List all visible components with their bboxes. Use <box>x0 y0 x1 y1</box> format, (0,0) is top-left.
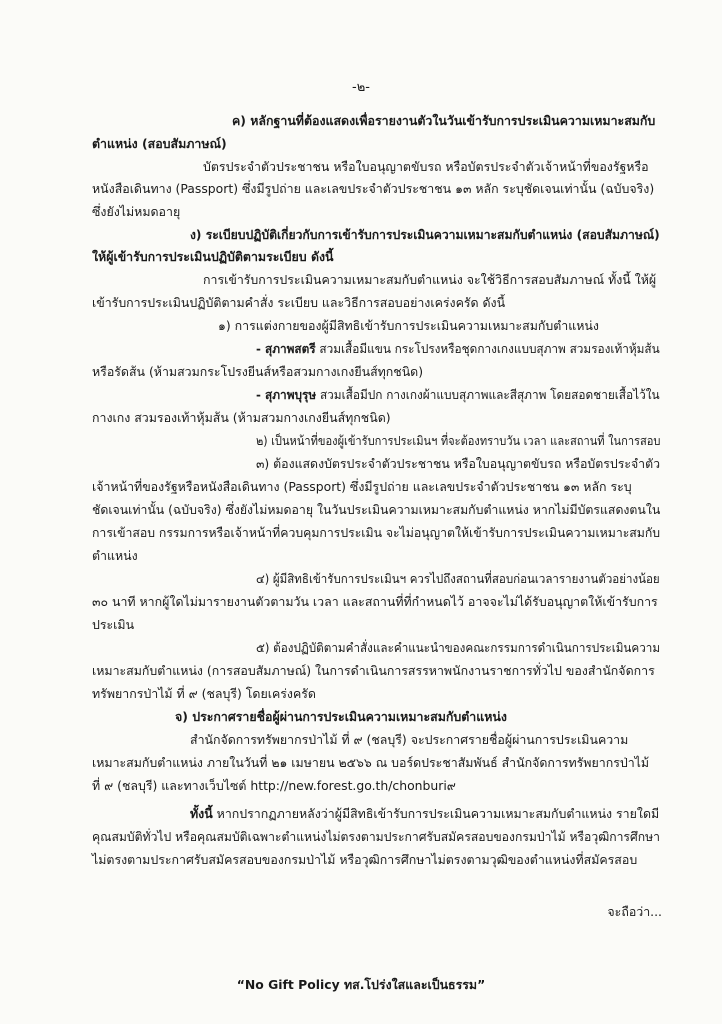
section-d-heading-line1: ง) ระเบียบปฏิบัติเกี่ยวกับการเข้ารับการประเมินความเหมาะสมกับตำแหน่ง (สอบสัมภาษณ์) <box>190 227 660 242</box>
website-link[interactable]: http://new.forest.go.th/chonburi๙ <box>250 778 456 793</box>
continued-marker: จะถือว่า... <box>607 904 662 919</box>
page-number: -๒- <box>352 80 370 95</box>
section-c-text-line3: ซึ่งยังไม่หมดอายุ <box>92 204 181 219</box>
rule-4-line3: ประเมิน <box>92 617 135 632</box>
rule-3-line4: การเข้าสอบ กรรมการหรือเจ้าหน้าที่ควบคุมการประเมิน จะไม่อนุญาตให้เข้ารับการประเมินความเหมาะสมกับ <box>92 525 661 540</box>
section-e-text-line1: สำนักจัดการทรัพยากรป่าไม้ ที่ ๙ (ชลบุรี) จะประกาศรายชื่อผู้ผ่านการประเมินความ <box>190 732 629 747</box>
closing-line1 <box>190 808 659 820</box>
section-d-intro-line2: เข้ารับการประเมินปฏิบัติตามคำสั่ง ระเบียบ และวิธีการสอบอย่างเคร่งครัด ดังนี้ <box>92 295 506 310</box>
rule-3-line1: ๓) ต้องแสดงบัตรประจำตัวประชาชน หรือใบอนุญาตขับรถ หรือบัตรประจำตัว <box>256 456 661 471</box>
men-label: - สุภาพบุรุษ <box>256 387 317 402</box>
section-d-intro-line1: การเข้ารับการประเมินความเหมาะสมกับตำแหน่ง จะใช้วิธีการสอบสัมภาษณ์ ทั้งนี้ ให้ผู้ <box>203 272 657 287</box>
footer-slogan: “No Gift Policy ทส.โปร่งใสและเป็นธรรม” <box>236 977 486 992</box>
women-text: สวมเสื้อมีแขน กระโปรงหรือชุดกางเกงแบบสุภาพ สวมรองเท้าหุ้มส้น <box>319 341 660 356</box>
rule-1-dress-code: ๑) การแต่งกายของผู้มีสิทธิเข้ารับการประเมินความเหมาะสมกับตำแหน่ง <box>218 318 599 333</box>
section-c-text-line1: บัตรประจำตัวประชาชน หรือใบอนุญาตขับรถ หรือบัตรประจำตัวเจ้าหน้าที่ของรัฐหรือ <box>203 159 649 174</box>
rule-1-women-line2: หรือรัดส้น (ห้ามสวมกระโปรงยีนส์หรือสวมกางเกงยีนส์ทุกชนิด) <box>92 364 424 379</box>
closing-text: หากปรากฏภายหลังว่าผู้มีสิทธิเข้ารับการประเมินความเหมาะสมกับตำแหน่ง รายใดมี <box>216 806 660 821</box>
rule-4-line1: ๔) ผู้มีสิทธิเข้ารับการประเมินฯ ควรไปถึงสถานที่สอบก่อนเวลารายงานตัวอย่างน้อย <box>256 571 660 586</box>
section-c-heading-line2: ตำแหน่ง (สอบสัมภาษณ์) <box>92 136 227 151</box>
section-c-text-line2: หนังสือเดินทาง (Passport) ซึ่งมีรูปถ่าย และเลขประจำตัวประชาชน ๑๓ หลัก ระบุชัดเจนเท่านั้น (ฉบับจริง) <box>92 181 655 196</box>
closing-label: ทั้งนี้ <box>190 806 213 821</box>
closing-line3: ไม่ตรงตามประกาศรับสมัครสอบของกรมป่าไม้ หรือวุฒิการศึกษาไม่ตรงตามวุฒิของตำแหน่งที่สมัครสอบ <box>92 852 638 867</box>
rule-1-women <box>256 343 660 355</box>
section-e-heading: จ) ประกาศรายชื่อผู้ผ่านการประเมินความเหมาะสมกับตำแหน่ง <box>175 709 507 724</box>
rule-5-line1: ๕) ต้องปฏิบัติตามคำสั่งและคำแนะนำของคณะกรรมการดำเนินการประเมินความ <box>256 640 661 655</box>
rule-2: ๒) เป็นหน้าที่ของผู้เข้ารับการประเมินฯ ที่จะต้องทราบวัน เวลา และสถานที่ ในการสอบ <box>256 433 661 448</box>
women-label: - สุภาพสตรี <box>256 341 316 356</box>
rule-5-line2: เหมาะสมกับตำแหน่ง (การสอบสัมภาษณ์) ในการดำเนินการสรรหาพนักงานราชการทั่วไป ของสำนักจัดการ <box>92 663 655 678</box>
section-e-text: ที่ ๙ (ชลบุรี) และทางเว็บไซต์ <box>92 778 247 793</box>
rule-5-line3: ทรัพยากรป่าไม้ ที่ ๙ (ชลบุรี) โดยเคร่งครัด <box>92 686 316 701</box>
rule-3-line2: เจ้าหน้าที่ของรัฐหรือหนังสือเดินทาง (Passport) ซึ่งมีรูปถ่าย และเลขประจำตัวประชาชน ๑๓ หลัก ระบุ <box>92 479 632 494</box>
rule-3-line5: ตำแหน่ง <box>92 548 138 563</box>
section-d-heading-line2: ให้ผู้เข้ารับการประเมินปฏิบัติตามระเบียบ ดังนี้ <box>92 249 334 264</box>
rule-4-line2: ๓๐ นาที หากผู้ใดไม่มารายงานตัวตามวัน เวลา และสถานที่ที่กำหนดไว้ อาจจะไม่ได้รับอนุญาตให้เข้ารับการ <box>92 594 658 609</box>
section-e-text-line2: เหมาะสมกับตำแหน่ง ภายในวันที่ ๒๑ เมษายน ๒๕๖๖ ณ บอร์ดประชาสัมพันธ์ สำนักจัดการทรัพยากรป่าไม้ <box>92 755 650 770</box>
section-e-text-line3 <box>92 780 456 792</box>
rule-3-line3: ชัดเจนเท่านั้น (ฉบับจริง) ซึ่งยังไม่หมดอายุ ในวันประเมินความเหมาะสมกับตำแหน่ง หากไม่มีบัตรแสดงตนใน <box>92 502 661 517</box>
section-c-heading-line1: ค) หลักฐานที่ต้องแสดงเพื่อรายงานตัวในวันเข้ารับการประเมินความเหมาะสมกับ <box>232 113 656 128</box>
men-text: สวมเสื้อมีปก กางเกงผ้าแบบสุภาพและสีสุภาพ โดยสอดชายเสื้อไว้ใน <box>319 387 660 402</box>
rule-1-men-line2: กางเกง สวมรองเท้าหุ้มส้น (ห้ามสวมกางเกงยีนส์ทุกชนิด) <box>92 410 391 425</box>
rule-1-men <box>256 389 660 401</box>
closing-line2: คุณสมบัติทั่วไป หรือคุณสมบัติเฉพาะตำแหน่งไม่ตรงตามประกาศรับสมัครสอบของกรมป่าไม้ หรือวุฒิการศึกษา <box>92 829 660 844</box>
